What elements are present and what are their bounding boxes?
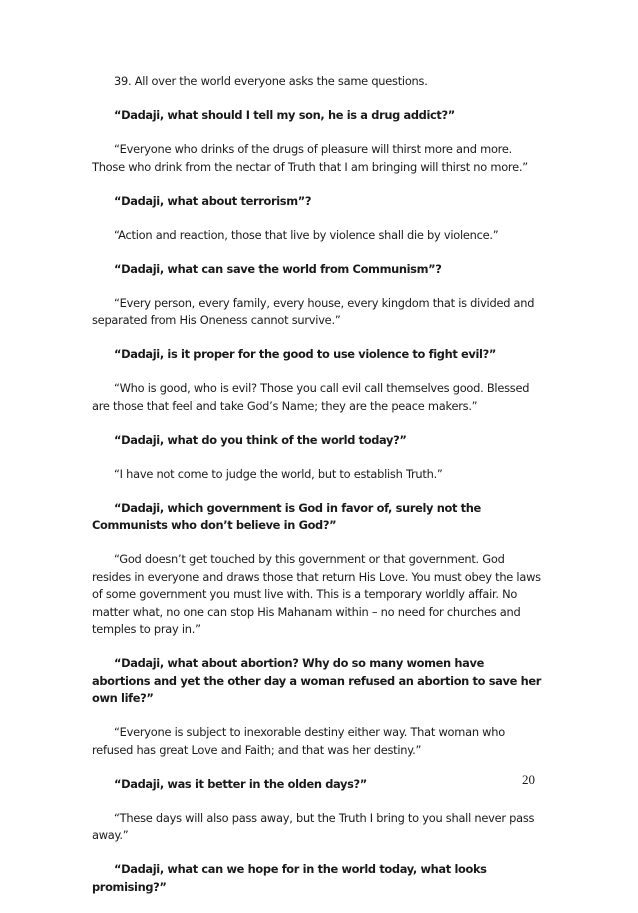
question-government: “Dadaji, which government is God in favor of, surely not the Communists who don’t believe in God?”: [92, 500, 481, 532]
question-world-today: “Dadaji, what do you think of the world today?”: [114, 432, 407, 447]
answer-communism: “Every person, every family, every house, every kingdom that is divided and separated from His Oneness cannot survive.”: [92, 295, 535, 327]
paragraph-intro: 39. All over the world everyone asks the same questions.: [114, 74, 428, 88]
answer-abortion: “Everyone is subject to inexorable destiny either way. That woman who refused has great Love and Faith; and that was her destiny.”: [92, 725, 505, 757]
question-olden-days: “Dadaji, was it better in the olden days?”: [114, 776, 367, 791]
answer-olden-days: “These days will also pass away, but the Truth I bring to you shall never pass away.”: [92, 810, 535, 842]
question-violence: “Dadaji, is it proper for the good to use violence to fight evil?”: [114, 347, 497, 361]
page-number: 20: [522, 772, 535, 787]
question-terrorism: “Dadaji, what about terrorism”?: [114, 193, 312, 208]
question-abortion: “Dadaji, what about abortion? Why do so many women have abortions and yet the other day a woman refused an abortion to save her own life?”: [92, 656, 541, 705]
question-drug-addict: “Dadaji, what should I tell my son, he is a drug addict?”: [114, 108, 455, 122]
page-content: [92, 73, 544, 913]
answer-government: “God doesn’t get touched by this government or that government. God resides in everyone and draws those that return His Love. You must obey the laws of some government you must live with. This is a temporary worldly affair. No matter what, no one can stop His Mahanam within – no need for churches and temples to pray in.”: [92, 552, 541, 636]
answer-world-today: “I have not come to judge the world, but to establish Truth.”: [114, 466, 443, 481]
answer-terrorism: “Action and reaction, those that live by violence shall die by violence.”: [114, 227, 499, 242]
question-hope: “Dadaji, what can we hope for in the world today, what looks promising?”: [92, 862, 487, 894]
answer-drug-addict: “Everyone who drinks of the drugs of pleasure will thirst more and more. Those who drink from the nectar of Truth that I am bringing will thirst no more.”: [92, 142, 528, 174]
answer-violence: “Who is good, who is evil? Those you call evil call themselves good. Blessed are those that feel and take God’s Name; they are the peace makers.”: [92, 381, 530, 413]
question-communism: “Dadaji, what can save the world from Communism”?: [114, 261, 442, 276]
